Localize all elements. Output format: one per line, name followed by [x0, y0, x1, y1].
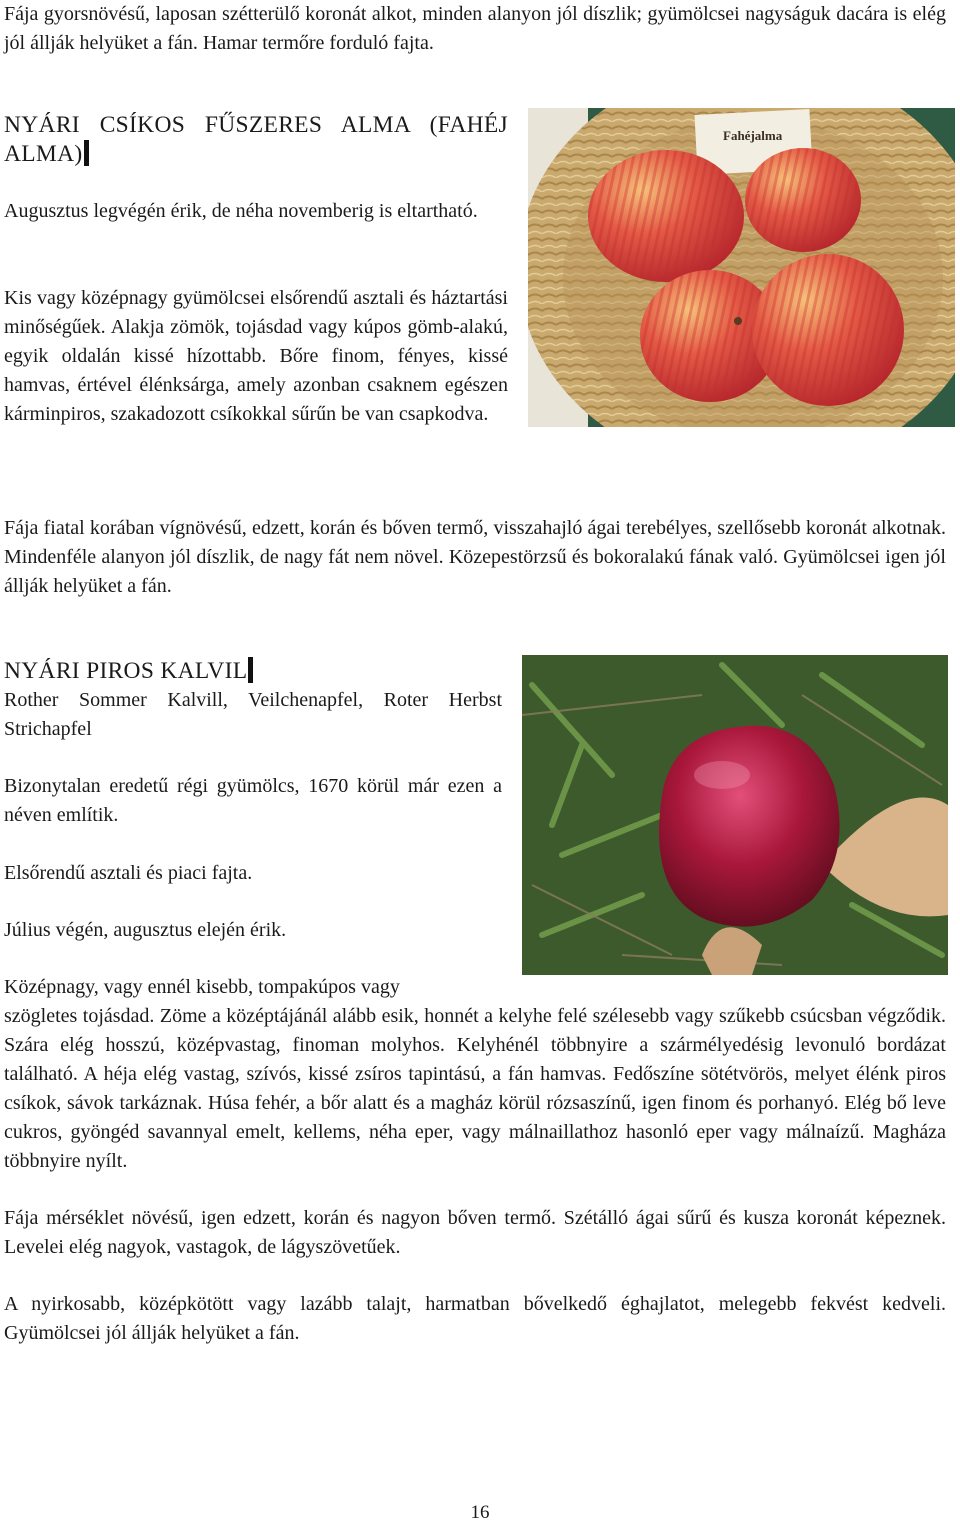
text-cursor-icon	[248, 657, 253, 683]
photo-label: Fahéjalma	[723, 128, 783, 143]
red-apple-illustration	[522, 655, 948, 975]
page-number: 16	[470, 1502, 490, 1523]
section2-ripening: Július végén, augusztus elején érik.	[4, 919, 287, 941]
section1-tree: Fája fiatal korában vígnövésű, edzett, korán és bőven termő, visszahajló ágai terebélyes, szellősebb koronát alkotnak. Mindenféle alanyon jól díszlik, de nagy fát nem növel. Közepestörzsű és bokoralakú fának való. Gyümölcsei igen jól állják helyüket a fán.	[4, 517, 946, 597]
section2-tree: Fája mérséklet növésű, igen edzett, korán és nagyon bőven termő. Szétálló ágai sűrű és kusza koronát képeznek. Levelei elég nagyok, vastagok, de lágyszövetűek.	[4, 1207, 946, 1258]
section2-quality: Elsőrendű asztali és piaci fajta.	[4, 862, 253, 884]
section2-fruit-line1: Középnagy, vagy ennél kisebb, tompakúpos vagy	[4, 976, 400, 998]
section1-description: Kis vagy középnagy gyümölcsei elsőrendű asztali és háztartási minőségűek. Alakja zömök, tojásdad vagy kúpos gömb-alakú, egyik oldalán kissé hízottabb. Bőre finom, fényes, kissé hamvas, értével élénksárga, amely azonban csaknem egészen kárminpiros, szakadozott csíkokkal sűrűn be van csapkodva.	[4, 287, 508, 425]
section2-soil: A nyirkosabb, középkötött vagy lazább talajt, harmatban bővelkedő éghajlatot, melegebb fekvést kedveli. Gyümölcsei jól állják helyüket a fán.	[4, 1293, 946, 1344]
section1-title	[4, 111, 508, 169]
text-cursor-icon	[84, 140, 89, 166]
apple-basket-illustration	[528, 108, 955, 427]
intro-paragraph: Fája gyorsnövésű, laposan szétterülő koronát alkot, minden alanyon jól díszlik; gyümölcsei nagyságuk dacára is elég jól állják helyüket a fán. Hamar termőre forduló fajta.	[4, 3, 946, 54]
section2-fruit-description	[4, 973, 946, 1176]
section2-title	[4, 657, 508, 686]
section2-title-text: NYÁRI PIROS KALVIL	[4, 658, 248, 684]
section1-ripening: Augusztus legvégén érik, de néha novemberig is eltartható.	[4, 200, 478, 222]
section1-title-text: NYÁRI CSÍKOS FŰSZERES ALMA (FAHÉJ ALMA)	[4, 112, 508, 167]
section2-synonyms: Rother Sommer Kalvill, Veilchenapfel, Roter Herbst Strichapfel	[4, 689, 502, 740]
section2-fruit-rest: szögletes tojásdad. Zöme a középtájánál alább esik, honnét a kelyhe felé szélesebb vagy szűkebb csúcsban végződik. Szára elég hosszú, középvastag, finoman molyhos. Kelyhénél többnyire a szármélyedésig levonuló bordázat található. A héja elég vastag, szívós, kissé zsíros tapintású, a fán hamvas. Fedőszíne sötétvörös, melyet élénk piros csíkok, sávok tarkáznak. Húsa fehér, a bőr alatt és a magház körül rózsaszínű, igen finom és porhanyó. Elég bő leve cukros, gyöngéd savannyal emelt, kellems, néha eper, vagy málnaillathoz hasonló eper vagy málnaízű. Magháza többnyire nyílt.	[4, 1005, 946, 1172]
apple-basket-photo	[528, 108, 955, 427]
red-apple-photo	[522, 655, 948, 975]
section2-origin: Bizonytalan eredetű régi gyümölcs, 1670 körül már ezen a néven említik.	[4, 775, 502, 826]
